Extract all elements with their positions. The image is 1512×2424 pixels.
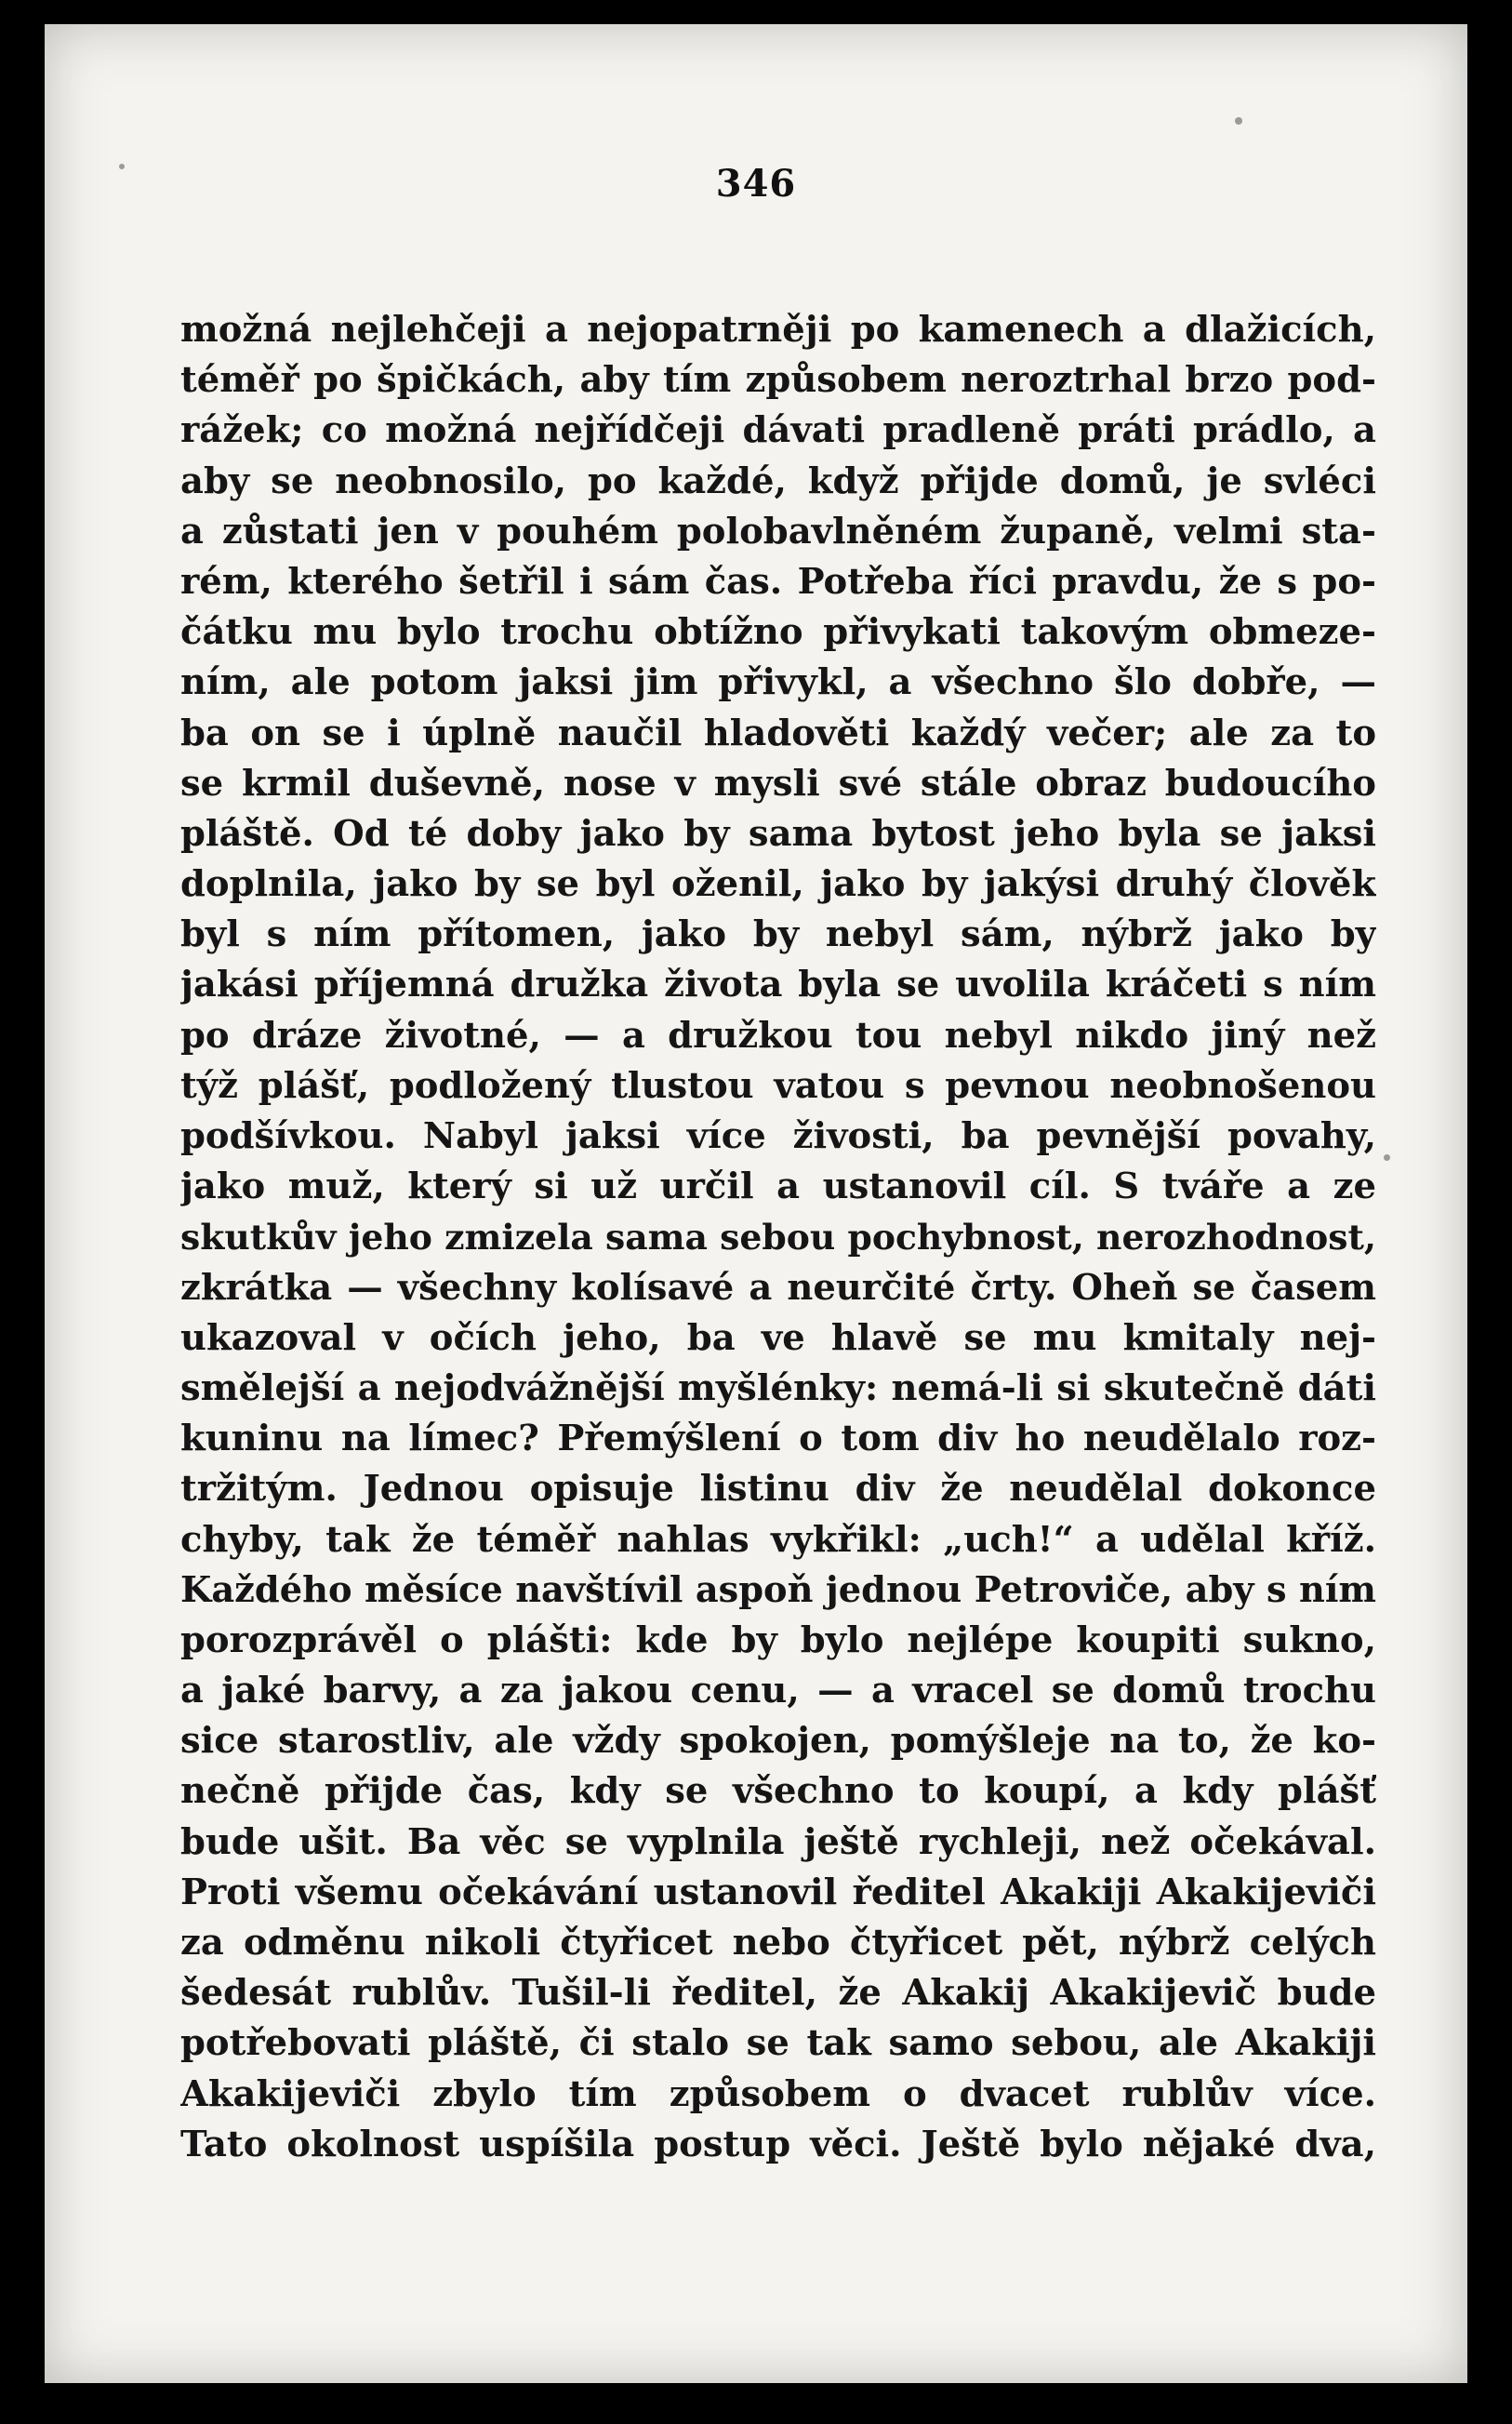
text-line: Proti všemu očekávání ustanovil ředitel Akakiji Akakijeviči — [180, 1871, 1376, 1913]
text-line: ukazoval v očích jeho, ba ve hlavě se mu kmitaly nej- — [180, 1316, 1376, 1359]
text-line: potřebovati pláště, či stalo se tak samo sebou, ale Akakiji — [180, 2022, 1376, 2065]
paper-speck — [119, 164, 125, 169]
paper-speck — [1235, 117, 1242, 125]
page-number: 346 — [715, 162, 797, 206]
text-line: kuninu na límec? Přemýšlení o tom div ho neudělalo roz- — [180, 1418, 1376, 1460]
text-line: týž plášť, podložený tlustou vatou s pevnou neobnošenou — [180, 1064, 1376, 1107]
text-line: chyby, tak že téměř nahlas vykřikl: „uch!“ a udělal kříž. — [180, 1518, 1376, 1561]
text-line: rém, kterého šetřil i sám čas. Potřeba říci pravdu, že s po- — [180, 560, 1376, 603]
text-line: skutkův jeho zmizela sama sebou pochybnost, nerozhodnost, — [180, 1217, 1376, 1259]
text-line: Každého měsíce navštívil aspoň jednou Petroviče, aby s ním — [180, 1568, 1376, 1611]
text-line: zkrátka — všechny kolísavé a neurčité črty. Oheň se časem — [180, 1266, 1376, 1309]
text-line: za odměnu nikoli čtyřicet nebo čtyřicet pět, nýbrž celých — [180, 1922, 1376, 1964]
text-line: ba on se i úplně naučil hladověti každý večer; ale za to — [180, 712, 1376, 754]
text-line: doplnila, jako by se byl oženil, jako by jakýsi druhý člověk — [180, 863, 1376, 906]
text-line: a jaké barvy, a za jakou cenu, — a vracel se domů trochu — [180, 1670, 1376, 1712]
text-line: jakási příjemná družka života byla se uvolila kráčeti s ním — [180, 964, 1376, 1006]
text-line: byl s ním přítomen, jako by nebyl sám, nýbrž jako by — [180, 913, 1376, 956]
text-line: podšívkou. Nabyl jaksi více živosti, ba pevnější povahy, — [180, 1115, 1376, 1157]
text-line: téměř po špičkách, aby tím způsobem neroztrhal brzo pod- — [180, 359, 1376, 402]
text-line: tržitým. Jednou opisuje listinu div že neudělal dokonce — [180, 1468, 1376, 1511]
text-line: bude ušit. Ba věc se vyplnila ještě rychleji, než očekával. — [180, 1820, 1376, 1863]
text-line: smělejší a nejodvážnější myšlénky: nemá-li si skutečně dáti — [180, 1366, 1376, 1409]
text-line: čátku mu bylo trochu obtížno přivykati takovým obmeze- — [180, 611, 1376, 654]
paper-speck — [1384, 1154, 1390, 1161]
text-line: Tato okolnost uspíšila postup věci. Ještě bylo nějaké dva, — [180, 2123, 1376, 2165]
text-line: porozprávěl o plášti: kde by bylo nejlépe koupiti sukno, — [180, 1618, 1376, 1661]
text-line: nečně přijde čas, kdy se všechno to koupí, a kdy plášť — [180, 1770, 1376, 1813]
text-line: se krmil duševně, nose v mysli své stále obraz budoucího — [180, 762, 1376, 805]
text-line: ním, ale potom jaksi jim přivykl, a všechno šlo dobře, — — [180, 661, 1376, 704]
text-line: aby se neobnosilo, po každé, když přijde domů, je svléci — [180, 459, 1376, 502]
text-line: jako muž, který si už určil a ustanovil cíl. S tváře a ze — [180, 1165, 1376, 1208]
text-line: Akakijeviči zbylo tím způsobem o dvacet rublův více. — [180, 2072, 1376, 2115]
text-line: pláště. Od té doby jako by sama bytost jeho byla se jaksi — [180, 812, 1376, 855]
text-line: šedesát rublův. Tušil-li ředitel, že Akakij Akakijevič bude — [180, 1972, 1376, 2015]
text-line: po dráze životné, — a družkou tou nebyl nikdo jiný než — [180, 1014, 1376, 1057]
text-line: a zůstati jen v pouhém polobavlněném županě, velmi sta- — [180, 510, 1376, 553]
text-line: možná nejlehčeji a nejopatrněji po kamenech a dlažicích, — [180, 309, 1376, 351]
text-line: rážek; co možná nejřídčeji dávati pradleně práti prádlo, a — [180, 409, 1376, 452]
text-line: sice starostliv, ale vždy spokojen, pomýšleje na to, že ko- — [180, 1720, 1376, 1763]
book-page — [45, 24, 1467, 2383]
body-text — [180, 305, 1376, 2170]
